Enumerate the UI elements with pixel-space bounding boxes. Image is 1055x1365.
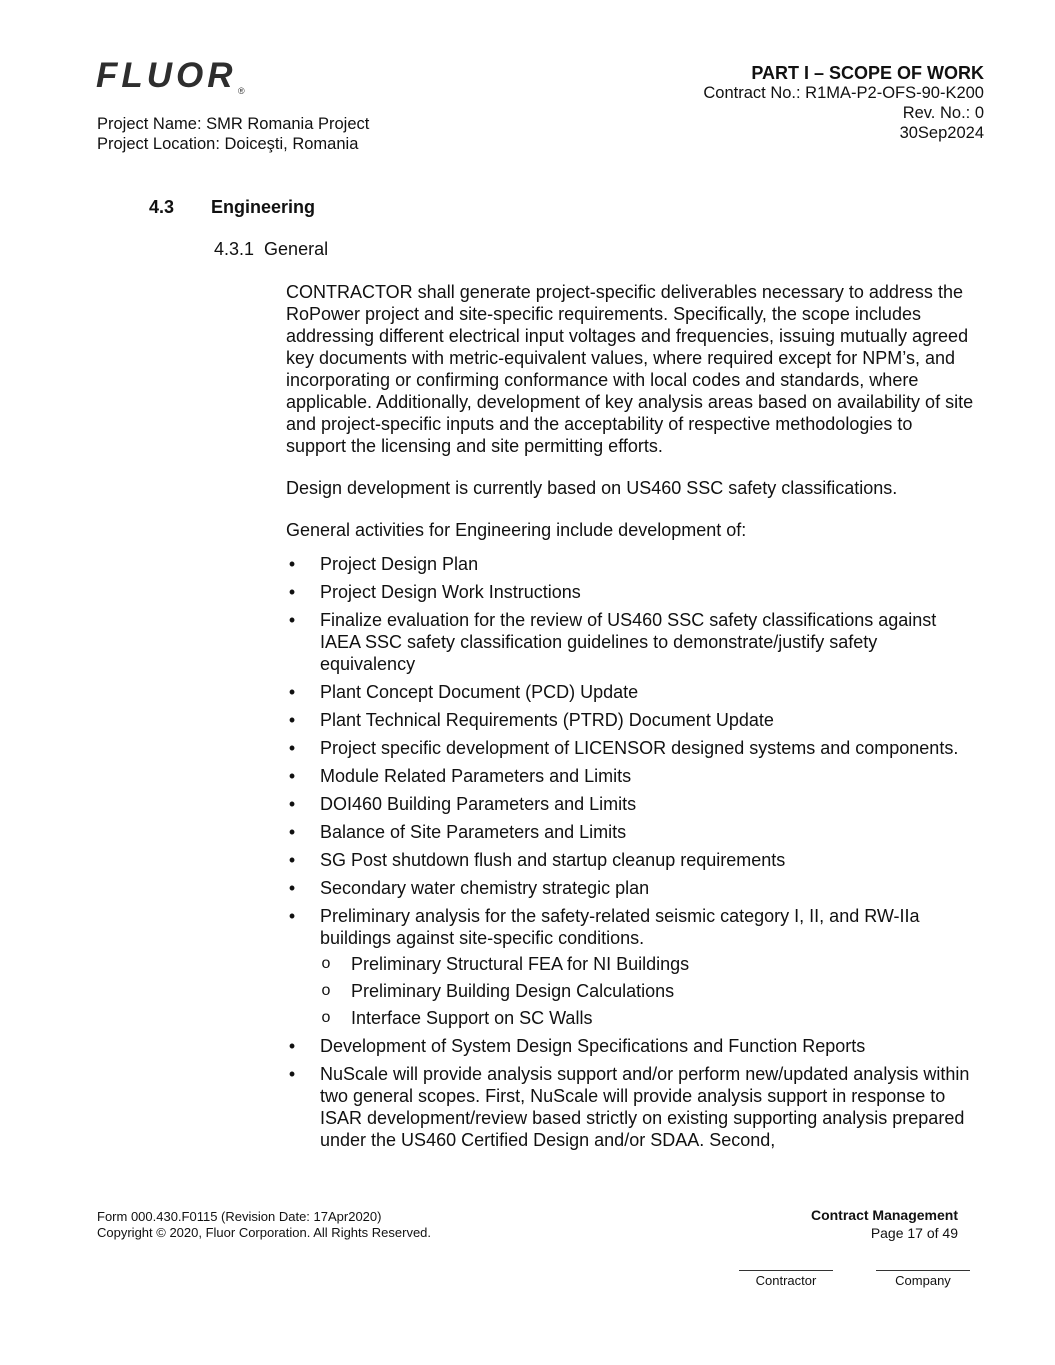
section-title: Engineering (211, 197, 316, 217)
list-item: • Project specific development of LICENSOR designed systems and components. (286, 737, 976, 759)
signature-rule (876, 1270, 970, 1271)
list-item: • Development of System Design Specifications and Function Reports (286, 1035, 976, 1057)
registered-mark: ® (238, 86, 245, 96)
bullet-icon: • (288, 1064, 296, 1084)
list-item: • DOI460 Building Parameters and Limits (286, 793, 976, 815)
circle-bullet-icon: o (321, 982, 331, 999)
footer-department: Contract Management (810, 1207, 958, 1223)
circle-bullet-icon: o (321, 955, 331, 972)
bullet-icon: • (288, 610, 296, 630)
list-item: • Project Design Work Instructions (286, 581, 976, 603)
paragraph-activities-intro: General activities for Engineering include development of: (286, 520, 747, 540)
circle-bullet-icon: o (321, 1009, 331, 1026)
sub-list-item: o Preliminary Building Design Calculations (321, 981, 675, 1001)
subsection-heading (214, 239, 328, 260)
paragraph-design-basis: Design development is currently based on US460 SSC safety classifications. (286, 478, 898, 498)
document-date: 30Sep2024 (899, 124, 984, 142)
bullet-icon: • (288, 878, 296, 898)
bullet-icon: • (288, 822, 296, 842)
sub-list-item: o Interface Support on SC Walls (321, 1008, 593, 1028)
bullet-icon: • (288, 738, 296, 758)
bullet-icon: • (288, 582, 296, 602)
bullet-icon: • (288, 766, 296, 786)
company-signature-line (876, 1270, 970, 1288)
signature-label-contractor: Contractor (755, 1273, 817, 1288)
subsection-number: 4.3.1 (214, 239, 255, 259)
signature-rule (739, 1270, 833, 1271)
footer-page-info (811, 1206, 958, 1242)
project-name: Project Name: SMR Romania Project (97, 115, 370, 133)
contract-number: Contract No.: R1MA-P2-OFS-90-K200 (703, 84, 984, 102)
seismic-analysis-sublist (320, 953, 976, 1029)
list-item: • Preliminary analysis for the safety-related seismic category I, II, and RW-IIa buildings against site-specific conditions. o Preliminary Structural FEA for NI Buildings o Preliminary Building Design Calculations o Interface Support on SC Walls (286, 905, 976, 1029)
bullet-icon: • (288, 710, 296, 730)
bullet-icon: • (288, 682, 296, 702)
copyright-notice: Copyright © 2020, Fluor Corporation. All Rights Reserved. (97, 1225, 432, 1240)
signature-label-company: Company (895, 1273, 951, 1288)
document-header-block (703, 63, 984, 143)
bullet-icon: • (288, 850, 296, 870)
bullet-icon: • (288, 794, 296, 814)
page-number: Page 17 of 49 (870, 1225, 958, 1241)
project-location: Project Location: Doiceşti, Romania (97, 135, 359, 153)
sub-list-item: o Preliminary Structural FEA for NI Buildings (321, 954, 690, 974)
footer-form-info (97, 1209, 431, 1241)
activities-list (286, 553, 976, 1151)
bullet-icon: • (288, 906, 296, 926)
form-number: Form 000.430.F0115 (Revision Date: 17Apr2020) (97, 1209, 382, 1224)
list-item: • Plant Technical Requirements (PTRD) Document Update (286, 709, 976, 731)
contractor-signature-line (739, 1270, 833, 1288)
list-item: • Secondary water chemistry strategic plan (286, 877, 976, 899)
list-item: • Plant Concept Document (PCD) Update (286, 681, 976, 703)
list-item: • Finalize evaluation for the review of US460 SSC safety classifications against IAEA SSC safety classification guidelines to demonstrate/justify safety equivalency (286, 609, 976, 675)
subsection-title: General (264, 239, 329, 259)
part-title: PART I – SCOPE OF WORK (751, 63, 984, 83)
list-item: • Module Related Parameters and Limits (286, 765, 976, 787)
body-content (286, 281, 976, 1157)
list-item: • Balance of Site Parameters and Limits (286, 821, 976, 843)
revision-number: Rev. No.: 0 (902, 104, 984, 122)
bullet-icon: • (288, 554, 296, 574)
list-item: • NuScale will provide analysis support and/or perform new/updated analysis within two general scopes. First, NuScale will provide analysis support in response to ISAR development/review based strictly on existing supporting analysis prepared under the US460 Certified Design and/or SDAA. Second, (286, 1063, 976, 1151)
list-item: • SG Post shutdown flush and startup cleanup requirements (286, 849, 976, 871)
bullet-icon: • (288, 1036, 296, 1056)
section-number: 4.3 (149, 197, 175, 217)
paragraph-scope: CONTRACTOR shall generate project-specific deliverables necessary to address the RoPower project and site-specific requirements. Specifically, the scope includes addressing different electrical input voltages and frequencies, issuing mutually agreed key documents with metric-equivalent values, where required except for NPM’s, and incorporating or confirming conformance with local codes and standards, where applicable. Additionally, development of key analysis areas based on availability of site and project-specific inputs and the acceptability of respective methodologies to support the licensing and site permitting efforts. (286, 282, 974, 456)
fluor-logo: FLUOR (96, 56, 237, 95)
list-item: • Project Design Plan (286, 553, 976, 575)
